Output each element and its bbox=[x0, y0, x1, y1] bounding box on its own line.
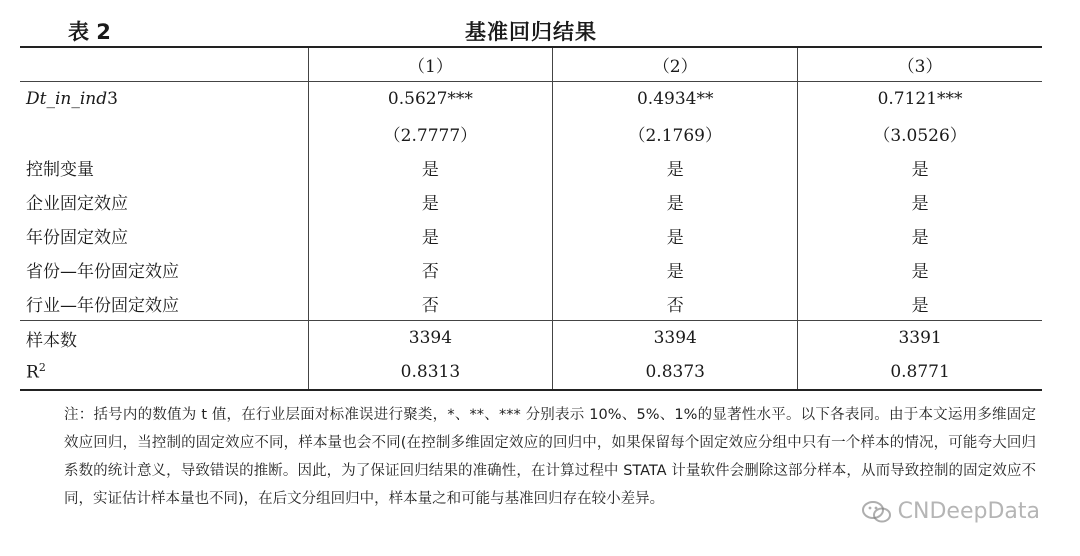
column-header-2: （2） bbox=[553, 47, 798, 82]
r-squared-value: 0.8313 bbox=[308, 355, 553, 390]
sample-size-row bbox=[20, 321, 1042, 356]
control-row bbox=[20, 150, 1042, 184]
control-label: 年份固定效应 bbox=[26, 227, 128, 248]
table-label: 表 2 bbox=[68, 20, 111, 44]
variable-name-italic: Dt_in_ind bbox=[26, 89, 108, 109]
column-header-blank bbox=[20, 47, 308, 82]
control-row bbox=[20, 252, 1042, 286]
coefficient-cell: 0.4934** bbox=[553, 82, 798, 117]
control-label: 行业—年份固定效应 bbox=[26, 295, 179, 316]
tstat-row bbox=[20, 116, 1042, 150]
watermark bbox=[862, 499, 1040, 524]
column-header-row bbox=[20, 47, 1042, 82]
tstat-cell: （2.1769） bbox=[553, 116, 798, 150]
tstat-label-blank bbox=[20, 116, 308, 150]
variable-name-suffix: 3 bbox=[107, 89, 118, 109]
control-value: 是 bbox=[798, 218, 1042, 252]
table-note: 注：括号内的数值为 t 值，在行业层面对标准误进行聚类，*、**、*** 分别表示 10%、5%、1%的显著性水平。以下各表同。由于本文运用多维固定效应回归，当控制的固定效应不同，样本量也会不同(在控制多维固定效应的回归中，如果保留每个固定效应分组中只有一个样本的情况，可能夸大回归系数的统计意义，导致错误的推断。因此，为了保证回归结果的准确性，在计算过程中 STATA 计量软件会删除这部分样本，从而导致控制的固定效应不同，实证估计样本量也不同)，在后文分组回归中，样本量之和可能与基准回归存在较小差异。 bbox=[64, 407, 1036, 507]
tstat-cell: （2.7777） bbox=[308, 116, 553, 150]
coefficient-cell: 0.7121*** bbox=[798, 82, 1042, 117]
wechat-icon bbox=[862, 500, 892, 524]
control-value: 是 bbox=[308, 218, 553, 252]
r-squared-row bbox=[20, 355, 1042, 390]
control-value: 是 bbox=[798, 252, 1042, 286]
sample-size-label: 样本数 bbox=[20, 321, 308, 356]
table-container bbox=[20, 0, 1042, 513]
variable-name bbox=[20, 82, 308, 117]
tstat-cell: （3.0526） bbox=[798, 116, 1042, 150]
table-header bbox=[20, 0, 1042, 46]
table-title: 基准回归结果 bbox=[465, 20, 597, 44]
control-value: 否 bbox=[553, 286, 798, 321]
control-row bbox=[20, 286, 1042, 321]
column-header-3: （3） bbox=[798, 47, 1042, 82]
control-value: 是 bbox=[798, 286, 1042, 321]
r-squared-base: R bbox=[26, 362, 39, 383]
control-value: 是 bbox=[308, 150, 553, 184]
control-value: 是 bbox=[553, 184, 798, 218]
control-row bbox=[20, 218, 1042, 252]
control-value: 是 bbox=[798, 184, 1042, 218]
column-header-1: （1） bbox=[308, 47, 553, 82]
control-label: 控制变量 bbox=[26, 159, 94, 180]
r-squared-sup: 2 bbox=[38, 361, 46, 375]
coefficient-cell: 0.5627*** bbox=[308, 82, 553, 117]
regression-table bbox=[20, 46, 1042, 391]
control-value: 否 bbox=[308, 286, 553, 321]
sample-size-value: 3394 bbox=[553, 321, 798, 356]
control-value: 是 bbox=[553, 218, 798, 252]
r-squared-value: 0.8771 bbox=[798, 355, 1042, 390]
sample-size-value: 3391 bbox=[798, 321, 1042, 356]
control-value: 是 bbox=[308, 184, 553, 218]
watermark-text: CNDeepData bbox=[897, 499, 1040, 524]
control-label: 省份—年份固定效应 bbox=[26, 261, 179, 282]
control-value: 否 bbox=[308, 252, 553, 286]
control-value: 是 bbox=[553, 252, 798, 286]
r-squared-label bbox=[20, 355, 308, 390]
r-squared-value: 0.8373 bbox=[553, 355, 798, 390]
control-label: 企业固定效应 bbox=[26, 193, 128, 214]
control-value: 是 bbox=[553, 150, 798, 184]
control-row bbox=[20, 184, 1042, 218]
control-value: 是 bbox=[798, 150, 1042, 184]
coefficient-row bbox=[20, 82, 1042, 117]
sample-size-value: 3394 bbox=[308, 321, 553, 356]
